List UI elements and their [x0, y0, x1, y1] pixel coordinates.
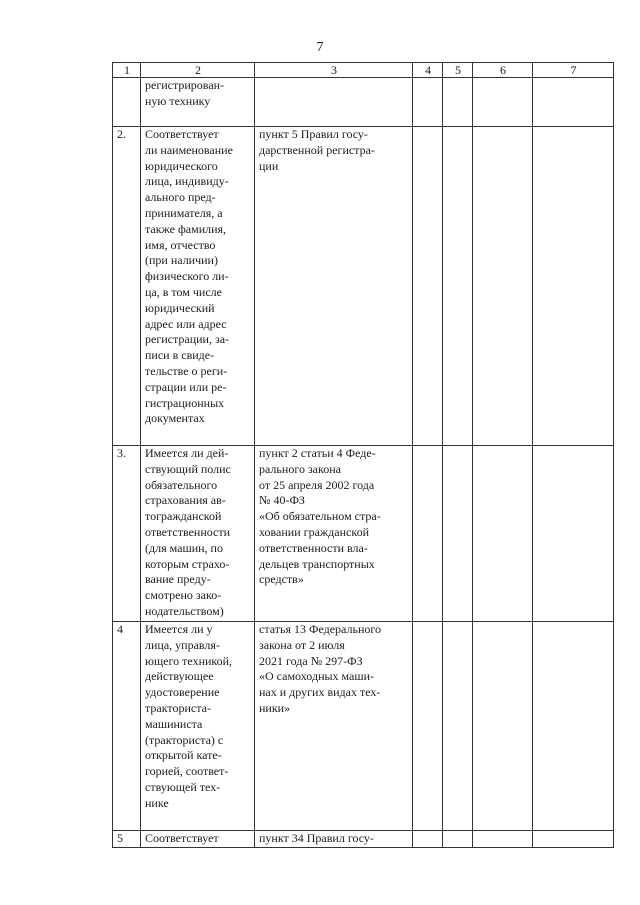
empty-cell: [443, 622, 473, 831]
table-row: [113, 622, 614, 831]
table-row: [113, 446, 614, 622]
header-cell: 4: [413, 63, 443, 78]
table-row: [113, 78, 614, 127]
empty-cell: [443, 127, 473, 446]
empty-cell: [533, 78, 614, 127]
page-number: 7: [316, 40, 324, 55]
question-cell: Имеется ли у лица, управля- ющего техникой, действующее удостоверение тракториста- машиниста (тракториста) с открытой кате- горией, соответ- ствующей тех- нике: [141, 622, 255, 831]
empty-cell: [413, 831, 443, 848]
empty-cell: [473, 78, 533, 127]
table-row: [113, 127, 614, 446]
empty-cell: [473, 831, 533, 848]
reference-cell: [255, 78, 413, 127]
empty-cell: [473, 127, 533, 446]
reference-cell: статья 13 Федерального закона от 2 июля 2021 года № 297-ФЗ «О самоходных маши- нах и других видах тех- ники»: [255, 622, 413, 831]
header-cell: 1: [113, 63, 141, 78]
question-cell: регистрирован- ную технику: [141, 78, 255, 127]
empty-cell: [533, 831, 614, 848]
empty-cell: [533, 127, 614, 446]
question-cell: Имеется ли дей- ствующий полис обязательного страхования ав- тогражданской ответственности (для машин, по которым страхо- вание преду- смотрено зако- нодательством): [141, 446, 255, 622]
header-cell: 2: [141, 63, 255, 78]
empty-cell: [533, 622, 614, 831]
empty-cell: [533, 446, 614, 622]
row-number: 4: [113, 622, 141, 831]
empty-cell: [413, 622, 443, 831]
header-cell: 5: [443, 63, 473, 78]
question-cell: Соответствует ли наименование юридического лица, индивиду- ального пред- принимателя, а также фамилия, имя, отчество (при наличии) физического ли- ца, в том числе юридический адрес или адрес регистрации, за- писи в свиде- тельстве о реги- страции или ре- гистрационных документах: [141, 127, 255, 446]
reference-cell: пункт 2 статьи 4 Феде- рального закона от 25 апреля 2002 года № 40-ФЗ «Об обязательном стра- ховании гражданской ответственности вла- дельцев транспортных средств»: [255, 446, 413, 622]
header-cell: 7: [533, 63, 614, 78]
row-number: 3.: [113, 446, 141, 622]
empty-cell: [473, 446, 533, 622]
header-cell: 3: [255, 63, 413, 78]
checklist-table: [112, 62, 614, 848]
row-number: [113, 78, 141, 127]
empty-cell: [443, 446, 473, 622]
empty-cell: [473, 622, 533, 831]
table-row: [113, 831, 614, 848]
table-header-row: [113, 63, 614, 78]
empty-cell: [413, 446, 443, 622]
question-cell: Соответствует: [141, 831, 255, 848]
header-cell: 6: [473, 63, 533, 78]
empty-cell: [443, 831, 473, 848]
empty-cell: [413, 78, 443, 127]
empty-cell: [413, 127, 443, 446]
empty-cell: [443, 78, 473, 127]
row-number: 2.: [113, 127, 141, 446]
reference-cell: пункт 34 Правил госу-: [255, 831, 413, 848]
row-number: 5: [113, 831, 141, 848]
reference-cell: пункт 5 Правил госу- дарственной регистра- ции: [255, 127, 413, 446]
